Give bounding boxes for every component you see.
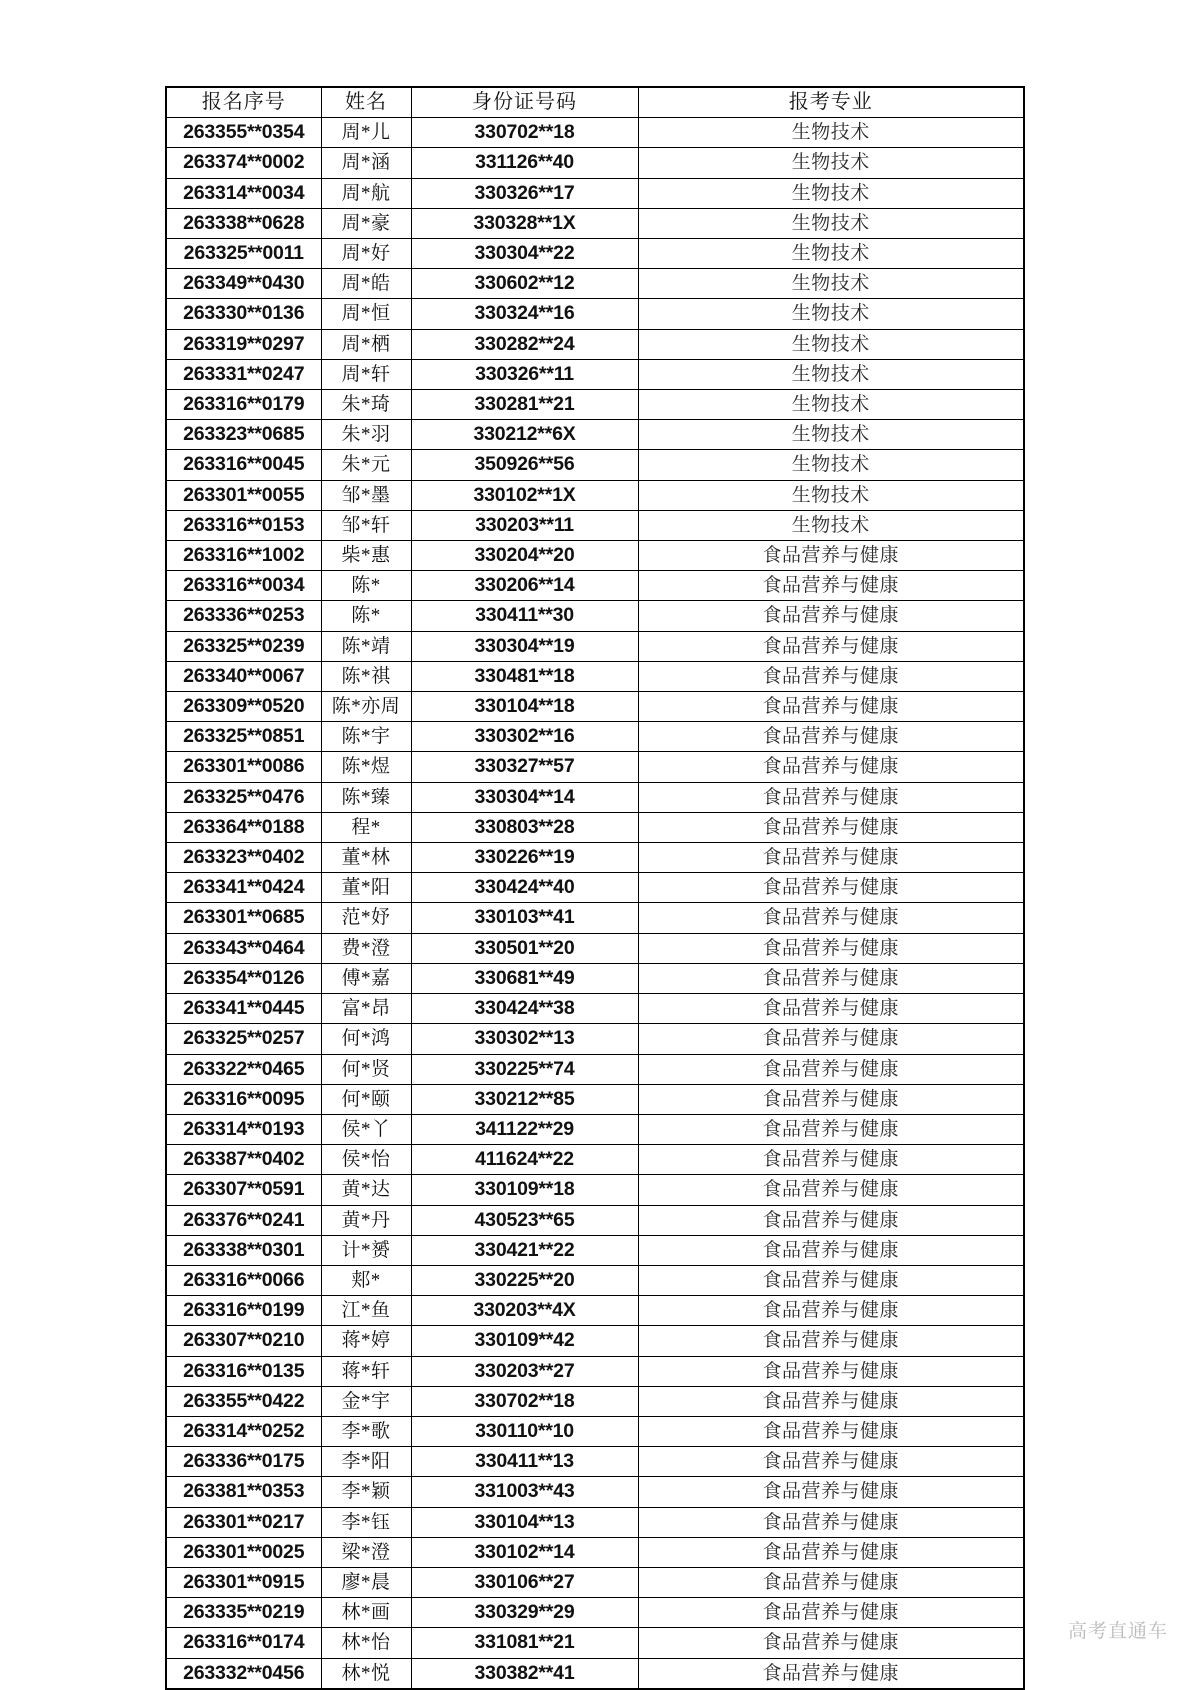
cell-id: 330203**27 — [411, 1356, 638, 1386]
cell-name: 陈* — [321, 601, 411, 631]
cell-major: 生物技术 — [638, 510, 1024, 540]
cell-id: 350926**56 — [411, 450, 638, 480]
cell-major: 食品营养与健康 — [638, 1084, 1024, 1114]
cell-seq: 263316**0153 — [166, 510, 321, 540]
cell-id: 330104**13 — [411, 1507, 638, 1537]
cell-major: 食品营养与健康 — [638, 812, 1024, 842]
cell-name: 梁*澄 — [321, 1537, 411, 1567]
table-row — [166, 1567, 1024, 1597]
table-row — [166, 873, 1024, 903]
cell-name: 林*悦 — [321, 1658, 411, 1689]
cell-major: 食品营养与健康 — [638, 541, 1024, 571]
table-row — [166, 390, 1024, 420]
cell-seq: 263338**0301 — [166, 1235, 321, 1265]
cell-major: 生物技术 — [638, 118, 1024, 148]
cell-id: 430523**65 — [411, 1205, 638, 1235]
cell-name: 周*轩 — [321, 359, 411, 389]
cell-seq: 263330**0136 — [166, 299, 321, 329]
cell-id: 330203**4X — [411, 1296, 638, 1326]
cell-name: 侯*怡 — [321, 1145, 411, 1175]
cell-name: 富*昂 — [321, 994, 411, 1024]
cell-major: 食品营养与健康 — [638, 994, 1024, 1024]
cell-seq: 263355**0422 — [166, 1386, 321, 1416]
cell-name: 周*涵 — [321, 148, 411, 178]
table-row — [166, 692, 1024, 722]
cell-id: 330702**18 — [411, 118, 638, 148]
cell-name: 蒋*婷 — [321, 1326, 411, 1356]
cell-id: 330203**11 — [411, 510, 638, 540]
cell-id: 330702**18 — [411, 1386, 638, 1416]
cell-seq: 263314**0034 — [166, 178, 321, 208]
cell-name: 蒋*轩 — [321, 1356, 411, 1386]
cell-seq: 263322**0465 — [166, 1054, 321, 1084]
cell-major: 食品营养与健康 — [638, 1598, 1024, 1628]
cell-id: 330281**21 — [411, 390, 638, 420]
cell-id: 330803**28 — [411, 812, 638, 842]
watermark: 高考直通车 — [1067, 1621, 1168, 1642]
cell-major: 食品营养与健康 — [638, 722, 1024, 752]
cell-seq: 263301**0217 — [166, 1507, 321, 1537]
cell-id: 330304**19 — [411, 631, 638, 661]
cell-id: 330327**57 — [411, 752, 638, 782]
cell-major: 食品营养与健康 — [638, 1507, 1024, 1537]
table-row — [166, 1477, 1024, 1507]
table-row — [166, 450, 1024, 480]
cell-seq: 263316**0045 — [166, 450, 321, 480]
cell-major: 食品营养与健康 — [638, 1658, 1024, 1689]
cell-major: 食品营养与健康 — [638, 1416, 1024, 1446]
table-row — [166, 571, 1024, 601]
cell-id: 330106**27 — [411, 1567, 638, 1597]
cell-major: 生物技术 — [638, 269, 1024, 299]
cell-major: 生物技术 — [638, 329, 1024, 359]
table-row — [166, 933, 1024, 963]
cell-id: 330204**20 — [411, 541, 638, 571]
cell-name: 周*好 — [321, 239, 411, 269]
table-row — [166, 1628, 1024, 1658]
cell-id: 330326**17 — [411, 178, 638, 208]
cell-major: 食品营养与健康 — [638, 1024, 1024, 1054]
cell-major: 食品营养与健康 — [638, 1537, 1024, 1567]
cell-name: 董*林 — [321, 843, 411, 873]
cell-id: 330109**42 — [411, 1326, 638, 1356]
table-row — [166, 178, 1024, 208]
table-row — [166, 1416, 1024, 1446]
cell-major: 食品营养与健康 — [638, 1326, 1024, 1356]
table-row — [166, 208, 1024, 238]
cell-major: 生物技术 — [638, 208, 1024, 238]
cell-seq: 263332**0456 — [166, 1658, 321, 1689]
cell-name: 李*钰 — [321, 1507, 411, 1537]
cell-name: 范*妤 — [321, 903, 411, 933]
cell-major: 食品营养与健康 — [638, 1356, 1024, 1386]
table-row — [166, 1507, 1024, 1537]
cell-name: 陈*煜 — [321, 752, 411, 782]
cell-seq: 263325**0851 — [166, 722, 321, 752]
cell-seq: 263314**0193 — [166, 1114, 321, 1144]
cell-major: 食品营养与健康 — [638, 1054, 1024, 1084]
cell-name: 邹*墨 — [321, 480, 411, 510]
cell-major: 食品营养与健康 — [638, 571, 1024, 601]
cell-id: 330302**13 — [411, 1024, 638, 1054]
table-row — [166, 903, 1024, 933]
cell-id: 330501**20 — [411, 933, 638, 963]
cell-major: 食品营养与健康 — [638, 843, 1024, 873]
cell-id: 330226**19 — [411, 843, 638, 873]
table-row — [166, 480, 1024, 510]
cell-seq: 263341**0424 — [166, 873, 321, 903]
cell-major: 生物技术 — [638, 480, 1024, 510]
table-row — [166, 1024, 1024, 1054]
table-row — [166, 1175, 1024, 1205]
cell-name: 李*颖 — [321, 1477, 411, 1507]
cell-major: 食品营养与健康 — [638, 903, 1024, 933]
cell-major: 食品营养与健康 — [638, 1447, 1024, 1477]
cell-major: 食品营养与健康 — [638, 1477, 1024, 1507]
cell-name: 侯*丫 — [321, 1114, 411, 1144]
cell-seq: 263336**0175 — [166, 1447, 321, 1477]
cell-id: 330382**41 — [411, 1658, 638, 1689]
cell-name: 邹*轩 — [321, 510, 411, 540]
cell-name: 董*阳 — [321, 873, 411, 903]
cell-seq: 263338**0628 — [166, 208, 321, 238]
table-row — [166, 118, 1024, 148]
table-row — [166, 1356, 1024, 1386]
cell-id: 411624**22 — [411, 1145, 638, 1175]
cell-major: 生物技术 — [638, 390, 1024, 420]
cell-major: 食品营养与健康 — [638, 1145, 1024, 1175]
cell-name: 陈*臻 — [321, 782, 411, 812]
cell-name: 费*澄 — [321, 933, 411, 963]
column-header-id: 身份证号码 — [411, 87, 638, 118]
cell-seq: 263376**0241 — [166, 1205, 321, 1235]
cell-id: 330225**74 — [411, 1054, 638, 1084]
cell-seq: 263319**0297 — [166, 329, 321, 359]
column-header-major: 报考专业 — [638, 87, 1024, 118]
cell-seq: 263309**0520 — [166, 692, 321, 722]
cell-name: 朱*琦 — [321, 390, 411, 420]
table-row — [166, 1054, 1024, 1084]
cell-major: 食品营养与健康 — [638, 1567, 1024, 1597]
cell-major: 食品营养与健康 — [638, 692, 1024, 722]
cell-id: 330481**18 — [411, 661, 638, 691]
cell-seq: 263316**0174 — [166, 1628, 321, 1658]
table-row — [166, 1447, 1024, 1477]
cell-seq: 263316**0066 — [166, 1265, 321, 1295]
cell-major: 生物技术 — [638, 239, 1024, 269]
cell-seq: 263355**0354 — [166, 118, 321, 148]
cell-seq: 263335**0219 — [166, 1598, 321, 1628]
cell-name: 江*鱼 — [321, 1296, 411, 1326]
cell-id: 330424**40 — [411, 873, 638, 903]
cell-name: 朱*羽 — [321, 420, 411, 450]
cell-id: 330104**18 — [411, 692, 638, 722]
cell-seq: 263316**0179 — [166, 390, 321, 420]
cell-id: 330304**22 — [411, 239, 638, 269]
table-row — [166, 1598, 1024, 1628]
cell-seq: 263307**0591 — [166, 1175, 321, 1205]
cell-seq: 263316**1002 — [166, 541, 321, 571]
cell-major: 食品营养与健康 — [638, 963, 1024, 993]
applicant-roster-table — [165, 86, 1025, 1690]
table-row — [166, 269, 1024, 299]
cell-seq: 263323**0685 — [166, 420, 321, 450]
cell-id: 331126**40 — [411, 148, 638, 178]
cell-major: 食品营养与健康 — [638, 1114, 1024, 1144]
cell-id: 341122**29 — [411, 1114, 638, 1144]
table-row — [166, 510, 1024, 540]
cell-seq: 263301**0025 — [166, 1537, 321, 1567]
cell-major: 食品营养与健康 — [638, 661, 1024, 691]
cell-seq: 263336**0253 — [166, 601, 321, 631]
cell-name: 李*阳 — [321, 1447, 411, 1477]
cell-id: 330411**13 — [411, 1447, 638, 1477]
cell-seq: 263341**0445 — [166, 994, 321, 1024]
table-body — [166, 118, 1024, 1689]
table-row — [166, 661, 1024, 691]
cell-name: 陈*宇 — [321, 722, 411, 752]
cell-major: 食品营养与健康 — [638, 1235, 1024, 1265]
cell-name: 周*栖 — [321, 329, 411, 359]
table-row — [166, 1658, 1024, 1689]
table-row — [166, 1145, 1024, 1175]
cell-major: 食品营养与健康 — [638, 1265, 1024, 1295]
cell-major: 食品营养与健康 — [638, 601, 1024, 631]
cell-id: 331003**43 — [411, 1477, 638, 1507]
table-row — [166, 843, 1024, 873]
cell-id: 330109**18 — [411, 1175, 638, 1205]
table-row — [166, 329, 1024, 359]
table-row — [166, 601, 1024, 631]
cell-seq: 263316**0095 — [166, 1084, 321, 1114]
cell-seq: 263343**0464 — [166, 933, 321, 963]
cell-seq: 263316**0135 — [166, 1356, 321, 1386]
cell-name: 黄*丹 — [321, 1205, 411, 1235]
cell-major: 食品营养与健康 — [638, 1296, 1024, 1326]
cell-seq: 263325**0239 — [166, 631, 321, 661]
cell-id: 330110**10 — [411, 1416, 638, 1446]
column-header-name: 姓名 — [321, 87, 411, 118]
cell-name: 何*颐 — [321, 1084, 411, 1114]
cell-name: 周*豪 — [321, 208, 411, 238]
cell-name: 周*恒 — [321, 299, 411, 329]
cell-id: 330302**16 — [411, 722, 638, 752]
cell-name: 金*宇 — [321, 1386, 411, 1416]
cell-seq: 263307**0210 — [166, 1326, 321, 1356]
cell-seq: 263325**0257 — [166, 1024, 321, 1054]
cell-id: 330102**1X — [411, 480, 638, 510]
cell-seq: 263316**0034 — [166, 571, 321, 601]
table-row — [166, 1084, 1024, 1114]
cell-name: 林*怡 — [321, 1628, 411, 1658]
cell-name: 陈* — [321, 571, 411, 601]
cell-major: 食品营养与健康 — [638, 1628, 1024, 1658]
cell-id: 330206**14 — [411, 571, 638, 601]
cell-name: 陈*靖 — [321, 631, 411, 661]
table-row — [166, 1326, 1024, 1356]
cell-id: 330212**85 — [411, 1084, 638, 1114]
cell-major: 生物技术 — [638, 178, 1024, 208]
cell-seq: 263301**0086 — [166, 752, 321, 782]
cell-id: 330103**41 — [411, 903, 638, 933]
cell-seq: 263325**0011 — [166, 239, 321, 269]
table-row — [166, 1386, 1024, 1416]
table-row — [166, 812, 1024, 842]
table-row — [166, 420, 1024, 450]
cell-major: 生物技术 — [638, 359, 1024, 389]
cell-name: 傅*嘉 — [321, 963, 411, 993]
cell-seq: 263387**0402 — [166, 1145, 321, 1175]
cell-name: 郏* — [321, 1265, 411, 1295]
cell-seq: 263314**0252 — [166, 1416, 321, 1446]
table-row — [166, 994, 1024, 1024]
cell-id: 330602**12 — [411, 269, 638, 299]
cell-name: 黄*达 — [321, 1175, 411, 1205]
table-row — [166, 963, 1024, 993]
cell-name: 柴*惠 — [321, 541, 411, 571]
table-row — [166, 541, 1024, 571]
table-row — [166, 722, 1024, 752]
cell-name: 周*航 — [321, 178, 411, 208]
cell-seq: 263340**0067 — [166, 661, 321, 691]
table-row — [166, 752, 1024, 782]
cell-id: 330411**30 — [411, 601, 638, 631]
cell-seq: 263325**0476 — [166, 782, 321, 812]
cell-major: 食品营养与健康 — [638, 752, 1024, 782]
cell-seq: 263381**0353 — [166, 1477, 321, 1507]
cell-id: 330324**16 — [411, 299, 638, 329]
cell-id: 330681**49 — [411, 963, 638, 993]
cell-name: 周*皓 — [321, 269, 411, 299]
cell-major: 生物技术 — [638, 420, 1024, 450]
cell-name: 陈*祺 — [321, 661, 411, 691]
table-header-row — [166, 87, 1024, 118]
cell-id: 330328**1X — [411, 208, 638, 238]
table-row — [166, 782, 1024, 812]
cell-id: 330424**38 — [411, 994, 638, 1024]
cell-major: 生物技术 — [638, 148, 1024, 178]
cell-major: 生物技术 — [638, 450, 1024, 480]
cell-major: 食品营养与健康 — [638, 1205, 1024, 1235]
table-row — [166, 1235, 1024, 1265]
cell-id: 330102**14 — [411, 1537, 638, 1567]
cell-id: 330212**6X — [411, 420, 638, 450]
cell-name: 廖*晨 — [321, 1567, 411, 1597]
cell-major: 生物技术 — [638, 299, 1024, 329]
cell-id: 330329**29 — [411, 1598, 638, 1628]
cell-id: 330304**14 — [411, 782, 638, 812]
table-row — [166, 1205, 1024, 1235]
cell-seq: 263301**0685 — [166, 903, 321, 933]
cell-id: 331081**21 — [411, 1628, 638, 1658]
cell-name: 朱*元 — [321, 450, 411, 480]
cell-major: 食品营养与健康 — [638, 873, 1024, 903]
table-row — [166, 299, 1024, 329]
table-row — [166, 1296, 1024, 1326]
table-row — [166, 239, 1024, 269]
table-row — [166, 1537, 1024, 1567]
cell-seq: 263316**0199 — [166, 1296, 321, 1326]
cell-id: 330282**24 — [411, 329, 638, 359]
table-header — [166, 87, 1024, 118]
cell-name: 李*歌 — [321, 1416, 411, 1446]
column-header-seq: 报名序号 — [166, 87, 321, 118]
cell-name: 何*贤 — [321, 1054, 411, 1084]
cell-major: 食品营养与健康 — [638, 1175, 1024, 1205]
cell-major: 食品营养与健康 — [638, 782, 1024, 812]
cell-seq: 263349**0430 — [166, 269, 321, 299]
cell-id: 330225**20 — [411, 1265, 638, 1295]
cell-seq: 263301**0915 — [166, 1567, 321, 1597]
cell-name: 计*赟 — [321, 1235, 411, 1265]
cell-name: 程* — [321, 812, 411, 842]
cell-id: 330326**11 — [411, 359, 638, 389]
cell-name: 陈*亦周 — [321, 692, 411, 722]
cell-major: 食品营养与健康 — [638, 933, 1024, 963]
cell-name: 林*画 — [321, 1598, 411, 1628]
table-row — [166, 359, 1024, 389]
table-row — [166, 1114, 1024, 1144]
cell-major: 食品营养与健康 — [638, 631, 1024, 661]
table-row — [166, 631, 1024, 661]
cell-seq: 263331**0247 — [166, 359, 321, 389]
cell-id: 330421**22 — [411, 1235, 638, 1265]
cell-major: 食品营养与健康 — [638, 1386, 1024, 1416]
cell-seq: 263374**0002 — [166, 148, 321, 178]
cell-name: 周*儿 — [321, 118, 411, 148]
table-row — [166, 1265, 1024, 1295]
cell-seq: 263354**0126 — [166, 963, 321, 993]
cell-seq: 263323**0402 — [166, 843, 321, 873]
cell-seq: 263301**0055 — [166, 480, 321, 510]
cell-seq: 263364**0188 — [166, 812, 321, 842]
cell-name: 何*鸿 — [321, 1024, 411, 1054]
table-row — [166, 148, 1024, 178]
